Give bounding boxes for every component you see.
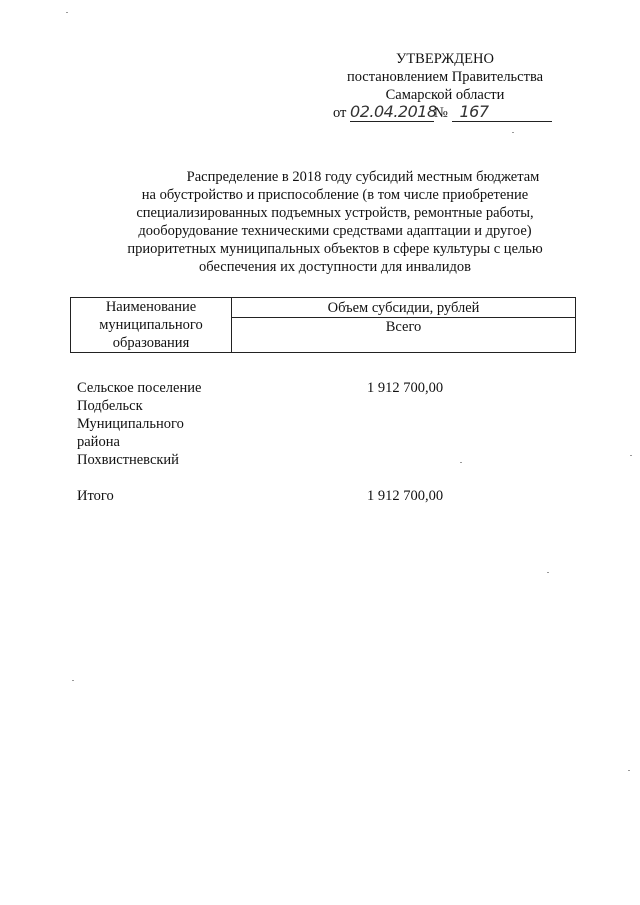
header-total: Всего	[232, 318, 576, 353]
header-municipality: Наименование муниципального образования	[71, 298, 232, 353]
title-line: специализированных подъемных устройств, ремонтные работы,	[136, 205, 534, 221]
scan-speck	[547, 572, 549, 573]
document-title	[100, 168, 570, 276]
scan-speck	[628, 770, 630, 771]
scan-speck	[460, 462, 462, 463]
scan-speck	[66, 12, 68, 13]
approval-stamp	[300, 50, 590, 122]
scan-speck	[512, 132, 514, 133]
title-line: дооборудование техническими средствами адаптации и другое)	[138, 223, 532, 239]
title-line: приоритетных муниципальных объектов в сфере культуры с целью	[127, 241, 543, 257]
total-row	[77, 487, 577, 505]
table-body	[77, 379, 577, 505]
title-line: на обустройство и приспособление (в том числе приобретение	[141, 187, 529, 203]
subsidy-table-header	[70, 297, 576, 353]
approval-date-line	[333, 104, 590, 122]
subsidy-value: 1 912 700,00	[367, 380, 444, 396]
scan-speck	[72, 680, 74, 681]
date-prefix: от	[333, 105, 347, 121]
handwritten-date: 02.04.2018	[350, 102, 437, 121]
scan-speck	[630, 455, 632, 456]
municipality-name: Сельское поселение Подбельск Муниципального района Похвистневский	[77, 380, 202, 468]
title-line: Распределение в 2018 году субсидий местным бюджетам	[186, 169, 540, 185]
total-value: 1 912 700,00	[367, 488, 444, 504]
handwritten-number: 167	[459, 102, 489, 121]
table-row	[77, 379, 577, 469]
title-line: обеспечения их доступности для инвалидов	[199, 259, 471, 275]
header-subsidy-amount: Объем субсидии, рублей	[232, 298, 576, 318]
approval-line-1: постановлением Правительства	[346, 69, 544, 85]
approval-line-2: Самарской области	[385, 87, 505, 103]
number-prefix: №	[434, 105, 448, 121]
approval-heading: УТВЕРЖДЕНО	[396, 51, 494, 67]
total-label: Итого	[77, 488, 114, 504]
